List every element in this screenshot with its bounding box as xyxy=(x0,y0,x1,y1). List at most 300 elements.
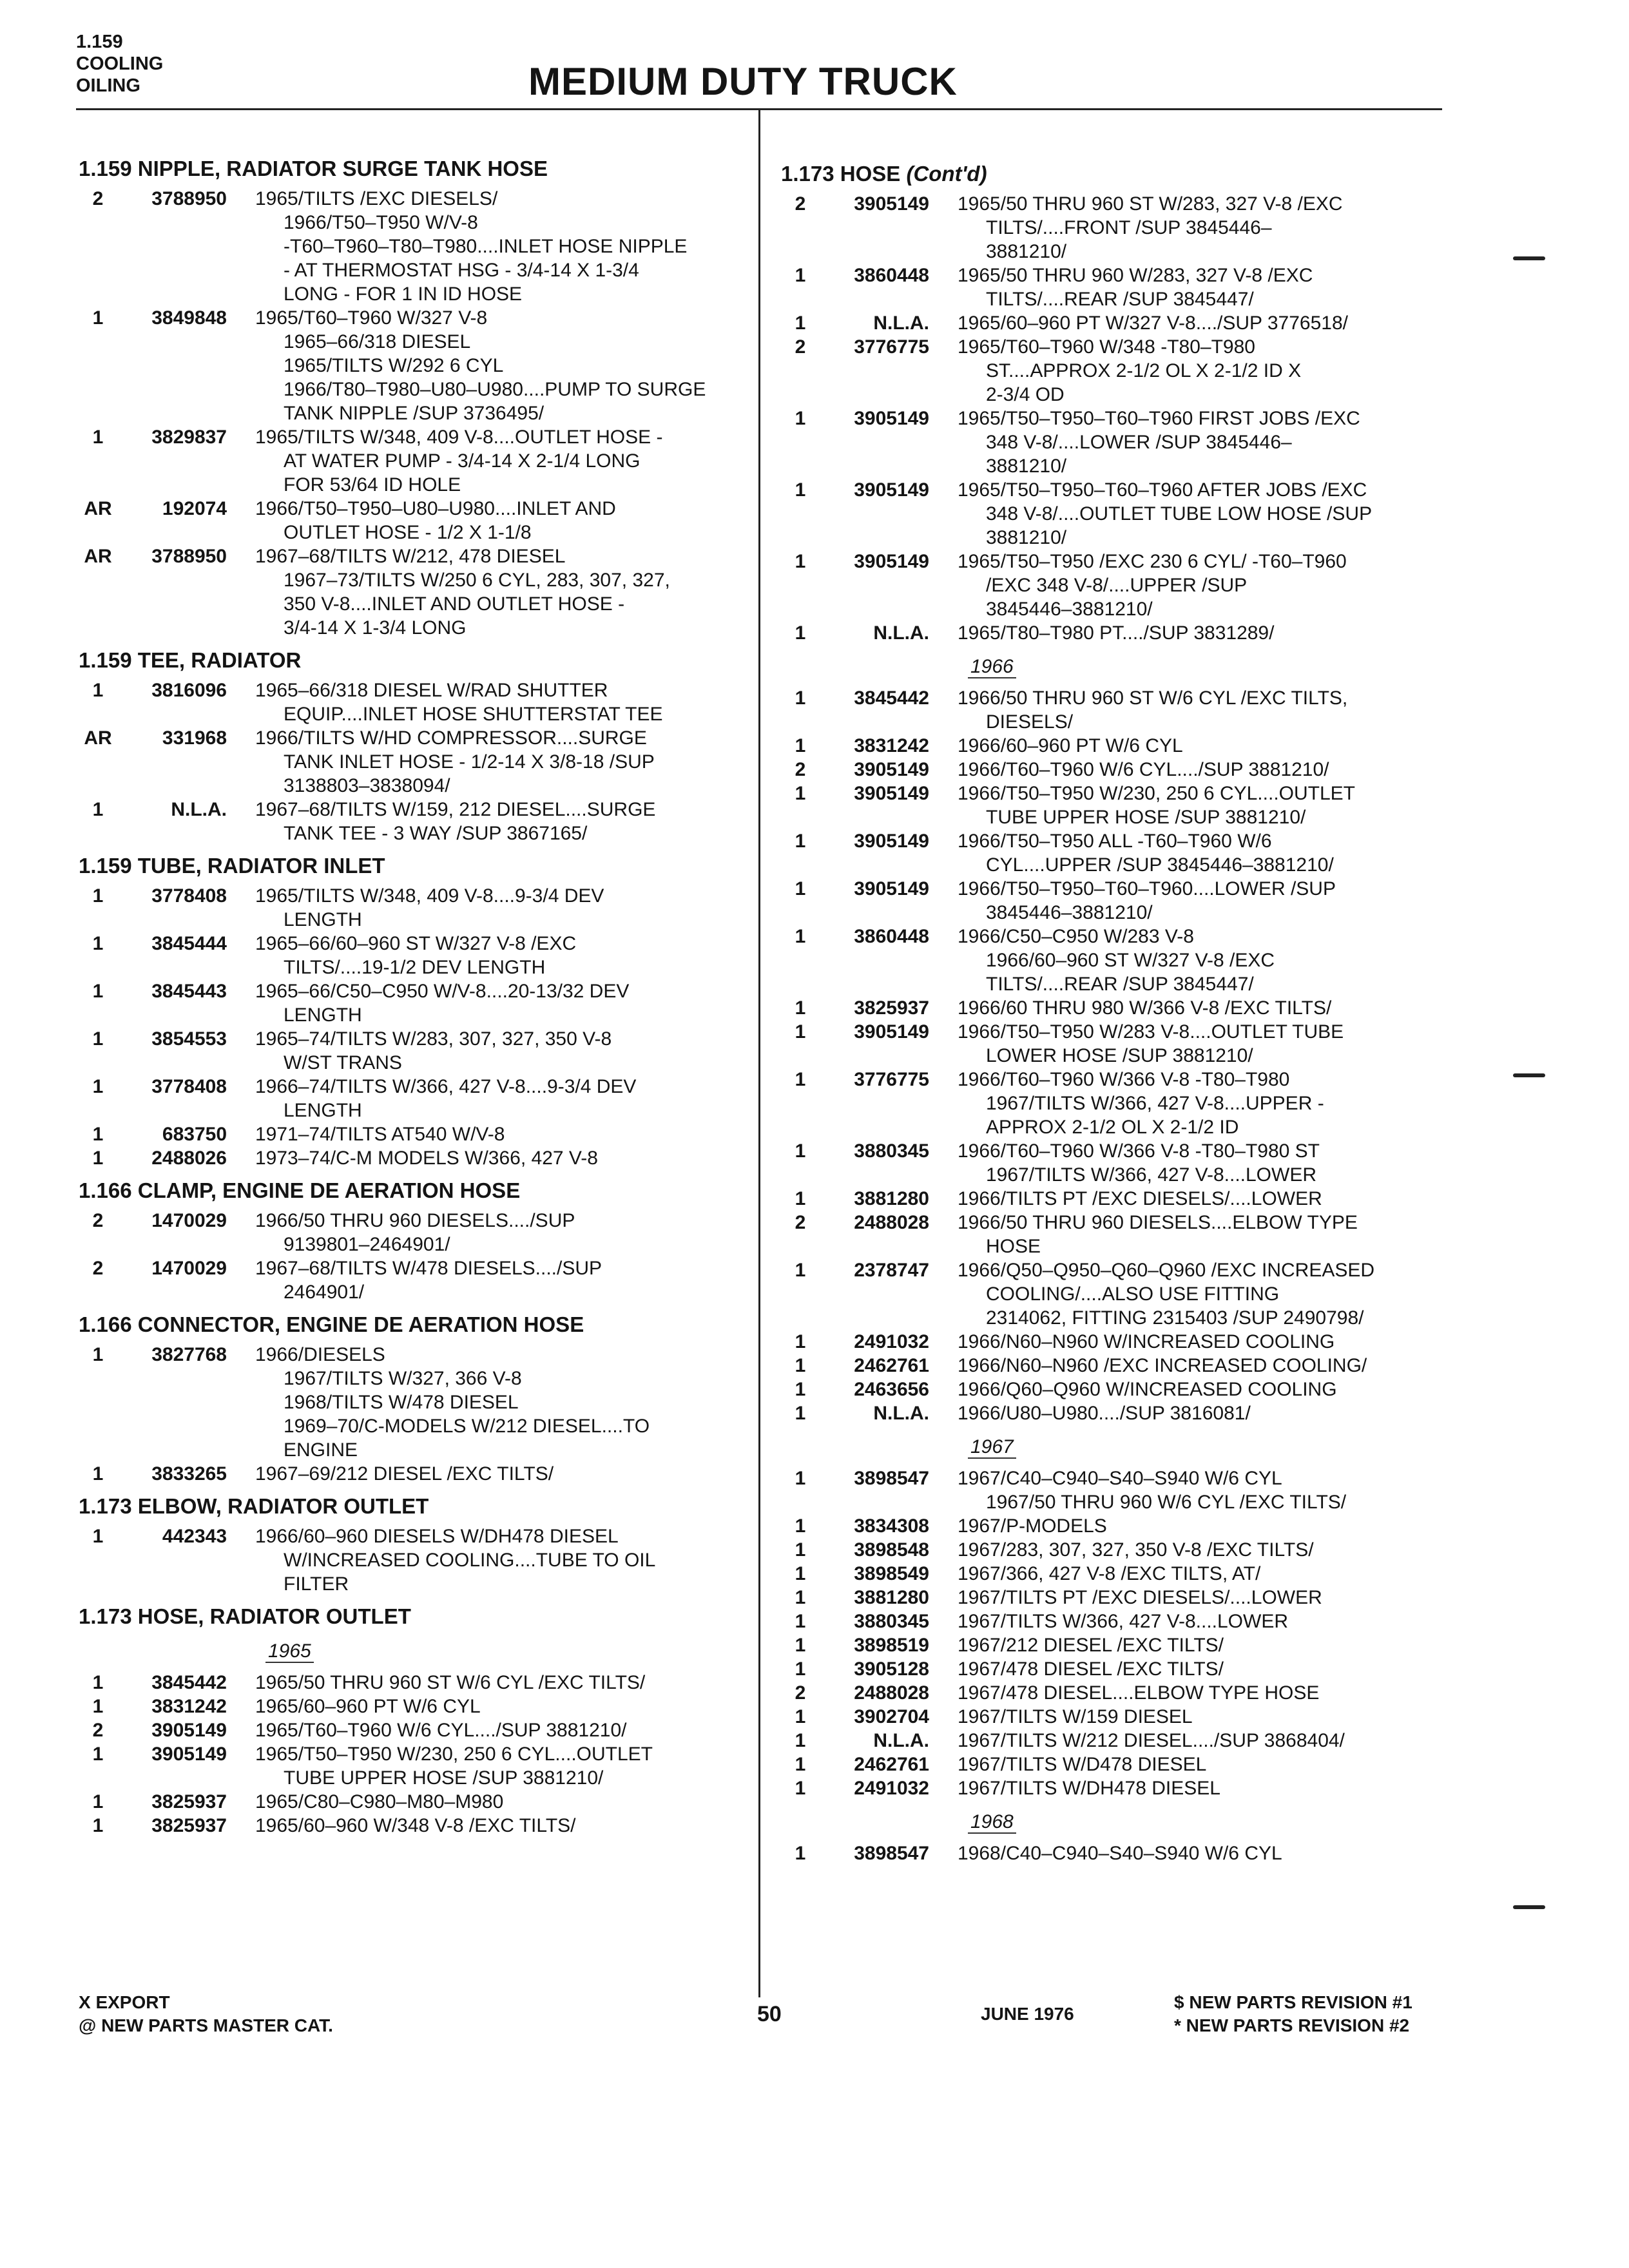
description-line: 3881210/ xyxy=(986,241,1067,262)
part-entry xyxy=(781,877,1477,925)
part-number: N.L.A. xyxy=(873,1403,929,1424)
section-title: 1.173 HOSE, RADIATOR OUTLET xyxy=(79,1604,411,1628)
part-description xyxy=(958,1610,1477,1633)
description-line: 350 V-8....INLET AND OUTLET HOSE - xyxy=(284,593,625,615)
description-line: 1965/T60–T960 W/348 -T80–T980 xyxy=(958,336,1255,358)
description-line: 3881210/ xyxy=(986,527,1067,548)
part-description xyxy=(958,1514,1477,1538)
quantity: 2 xyxy=(92,1258,104,1279)
description-line: 1965/50 THRU 960 ST W/283, 327 V-8 /EXC xyxy=(958,193,1343,215)
description-line: 1967/TILTS W/366, 427 V-8....LOWER xyxy=(986,1164,1317,1186)
year-label: 1965 xyxy=(265,1640,314,1663)
part-number: 3881280 xyxy=(854,1587,929,1608)
margin-mark-2 xyxy=(1513,1073,1545,1077)
part-entry xyxy=(781,1378,1477,1401)
part-number: 3831242 xyxy=(151,1696,227,1717)
description-line: 1965–74/TILTS W/283, 307, 327, 350 V-8 xyxy=(255,1028,612,1050)
description-line: 1968/TILTS W/478 DIESEL xyxy=(284,1392,519,1413)
description-line: 1966/TILTS PT /EXC DIESELS/....LOWER xyxy=(958,1188,1322,1209)
part-number: 3845443 xyxy=(151,981,227,1002)
part-number: 331968 xyxy=(162,727,227,749)
part-number: 3849848 xyxy=(151,307,227,329)
description-line: 3/4-14 X 1-3/4 LONG xyxy=(284,617,467,639)
part-entry xyxy=(79,798,775,845)
margin-mark-3 xyxy=(1513,1905,1545,1909)
quantity: 1 xyxy=(795,735,806,756)
description-line: COOLING/....ALSO USE FITTING xyxy=(986,1283,1280,1305)
description-line: 1965–66/318 DIESEL W/RAD SHUTTER xyxy=(255,680,608,701)
quantity: 1 xyxy=(795,1403,806,1424)
description-line: 2464901/ xyxy=(284,1282,365,1303)
description-line: 1973–74/C-M MODELS W/366, 427 V-8 xyxy=(255,1148,598,1169)
part-number: 3905149 xyxy=(854,1021,929,1043)
description-line: 2-3/4 OD xyxy=(986,384,1065,405)
right-column xyxy=(781,153,1477,1865)
description-line: 1967/TILTS W/D478 DIESEL xyxy=(958,1754,1207,1775)
quantity: 1 xyxy=(795,1069,806,1090)
part-description xyxy=(958,550,1477,621)
part-entry xyxy=(79,1718,775,1742)
section-title: 1.173 ELBOW, RADIATOR OUTLET xyxy=(79,1494,429,1518)
part-number: 3881280 xyxy=(854,1188,929,1209)
quantity: 1 xyxy=(795,1515,806,1537)
description-line: 348 V-8/....LOWER /SUP 3845446– xyxy=(986,432,1292,453)
part-description xyxy=(958,1378,1477,1401)
description-line: 1965/T50–T950–T60–T960 FIRST JOBS /EXC xyxy=(958,408,1360,429)
part-description xyxy=(958,1776,1477,1800)
quantity: 2 xyxy=(795,336,806,358)
quantity: 1 xyxy=(795,1611,806,1632)
part-entry xyxy=(781,1705,1477,1729)
part-entry xyxy=(781,264,1477,311)
description-line: FILTER xyxy=(284,1573,349,1595)
quantity: 2 xyxy=(92,1210,104,1231)
part-number: 3825937 xyxy=(151,1815,227,1836)
part-entry xyxy=(79,1695,775,1718)
part-number: 2462761 xyxy=(854,1355,929,1376)
part-description xyxy=(255,1462,775,1486)
quantity: 1 xyxy=(795,1730,806,1751)
part-entry xyxy=(781,1354,1477,1378)
quantity: 1 xyxy=(795,408,806,429)
description-line: 1966–74/TILTS W/366, 427 V-8....9-3/4 DEV xyxy=(255,1076,637,1097)
description-line: 1971–74/TILTS AT540 W/V-8 xyxy=(255,1124,505,1145)
part-number: 3776775 xyxy=(854,1069,929,1090)
part-number: 3905149 xyxy=(854,551,929,572)
part-entry xyxy=(79,1462,775,1486)
part-description xyxy=(255,187,775,306)
quantity: 1 xyxy=(92,1526,104,1547)
part-number: 2491032 xyxy=(854,1778,929,1799)
footer-export-note: X EXPORT xyxy=(79,1992,170,2012)
description-line: 3845446–3881210/ xyxy=(986,902,1153,923)
part-number: 3880345 xyxy=(854,1140,929,1162)
quantity: AR xyxy=(84,546,112,567)
part-number: 3827768 xyxy=(151,1344,227,1365)
part-description xyxy=(255,306,775,425)
part-number: 3778408 xyxy=(151,1076,227,1097)
right-section-contd: (Cont'd) xyxy=(906,162,987,186)
part-entry xyxy=(79,1027,775,1075)
part-number: 3905149 xyxy=(151,1744,227,1765)
description-line: 1965–66/60–960 ST W/327 V-8 /EXC xyxy=(255,933,577,954)
quantity: AR xyxy=(84,727,112,749)
part-entry xyxy=(79,1256,775,1304)
part-number: 2463656 xyxy=(854,1379,929,1400)
description-line: 1965/TILTS W/348, 409 V-8....9-3/4 DEV xyxy=(255,885,604,907)
part-entry xyxy=(79,1122,775,1146)
description-line: 1965/T60–T960 W/327 V-8 xyxy=(255,307,488,329)
year-heading xyxy=(79,1639,775,1664)
part-description xyxy=(958,335,1477,407)
part-description xyxy=(255,1146,775,1170)
description-line: 1967/212 DIESEL /EXC TILTS/ xyxy=(958,1635,1224,1656)
part-description xyxy=(255,544,775,640)
section-title: 1.159 NIPPLE, RADIATOR SURGE TANK HOSE xyxy=(79,157,548,180)
description-line: 1967/50 THRU 960 W/6 CYL /EXC TILTS/ xyxy=(986,1492,1347,1513)
part-entry xyxy=(79,1814,775,1838)
description-line: TILTS/....19-1/2 DEV LENGTH xyxy=(284,957,546,978)
part-description xyxy=(958,1681,1477,1705)
part-number: 3898549 xyxy=(854,1563,929,1584)
part-number: N.L.A. xyxy=(873,1730,929,1751)
part-entry xyxy=(781,758,1477,782)
part-entry xyxy=(781,829,1477,877)
footer-revision-1: $ NEW PARTS REVISION #1 xyxy=(1174,1992,1412,2012)
description-line: 1965/TILTS W/348, 409 V-8....OUTLET HOSE - xyxy=(255,427,663,448)
part-entry xyxy=(781,1657,1477,1681)
part-description xyxy=(255,497,775,544)
part-number: 3860448 xyxy=(854,265,929,286)
part-entry xyxy=(781,782,1477,829)
description-line: 1967–68/TILTS W/159, 212 DIESEL....SURGE xyxy=(255,799,656,820)
part-description xyxy=(255,1027,775,1075)
part-entry xyxy=(781,1211,1477,1258)
part-entry xyxy=(79,979,775,1027)
part-entry xyxy=(781,996,1477,1020)
part-number: 3902704 xyxy=(854,1706,929,1727)
footer-legend-right xyxy=(1174,1991,1412,2037)
description-line: 1965/T50–T950–T60–T960 AFTER JOBS /EXC xyxy=(958,479,1367,501)
part-number: 3816096 xyxy=(151,680,227,701)
quantity: 1 xyxy=(795,1754,806,1775)
description-line: TANK NIPPLE /SUP 3736495/ xyxy=(284,403,545,424)
description-line: 1967/478 DIESEL /EXC TILTS/ xyxy=(958,1658,1224,1680)
part-number: 3776775 xyxy=(854,336,929,358)
header-line-oiling: OILING xyxy=(76,75,140,96)
description-line: 1966/U80–U980..../SUP 3816081/ xyxy=(958,1403,1251,1424)
description-line: 1967–73/TILTS W/250 6 CYL, 283, 307, 327, xyxy=(284,570,670,591)
part-description xyxy=(255,726,775,798)
description-line: 1966/T60–T960 W/366 V-8 -T80–T980 xyxy=(958,1069,1290,1090)
quantity: 1 xyxy=(92,1696,104,1717)
quantity: 1 xyxy=(92,1744,104,1765)
description-line: LOWER HOSE /SUP 3881210/ xyxy=(986,1045,1253,1066)
part-description xyxy=(255,798,775,845)
quantity: 1 xyxy=(92,885,104,907)
part-description xyxy=(255,1695,775,1718)
part-description xyxy=(958,192,1477,264)
quantity: 2 xyxy=(92,188,104,209)
part-entry xyxy=(781,1020,1477,1068)
description-line: -T60–T960–T80–T980....INLET HOSE NIPPLE xyxy=(284,236,688,257)
footer-revision-2: * NEW PARTS REVISION #2 xyxy=(1174,2015,1410,2035)
year-label: 1966 xyxy=(968,656,1016,678)
quantity: 2 xyxy=(795,193,806,215)
part-entry xyxy=(781,311,1477,335)
quantity: 2 xyxy=(795,759,806,780)
part-entry xyxy=(79,1075,775,1122)
part-number: 2488028 xyxy=(854,1682,929,1704)
header-line-cooling: COOLING xyxy=(76,53,164,74)
quantity: 1 xyxy=(92,1028,104,1050)
part-description xyxy=(255,1122,775,1146)
description-line: 1966/N60–N960 /EXC INCREASED COOLING/ xyxy=(958,1355,1367,1376)
part-number: 3834308 xyxy=(854,1515,929,1537)
part-entry xyxy=(79,1343,775,1462)
quantity: 1 xyxy=(795,551,806,572)
part-entry xyxy=(79,932,775,979)
description-line: 9139801–2464901/ xyxy=(284,1234,450,1255)
description-line: 1966/50 THRU 960 DIESELS....ELBOW TYPE xyxy=(958,1212,1358,1233)
quantity: 2 xyxy=(92,1720,104,1741)
part-description xyxy=(255,1790,775,1814)
part-description xyxy=(958,1401,1477,1425)
part-entry xyxy=(79,884,775,932)
quantity: 1 xyxy=(92,1672,104,1693)
description-line: W/ST TRANS xyxy=(284,1052,402,1073)
quantity: 1 xyxy=(795,1379,806,1400)
quantity: 1 xyxy=(795,878,806,899)
quantity: 1 xyxy=(795,1843,806,1864)
quantity: 1 xyxy=(795,622,806,644)
part-number: 3854553 xyxy=(151,1028,227,1050)
description-line: FOR 53/64 ID HOLE xyxy=(284,474,461,495)
part-entry xyxy=(79,678,775,726)
part-description xyxy=(255,1742,775,1790)
part-entry xyxy=(781,925,1477,996)
description-line: 1966/N60–N960 W/INCREASED COOLING xyxy=(958,1331,1335,1352)
part-number: 3905149 xyxy=(854,408,929,429)
right-section-title-text: 1.173 HOSE xyxy=(781,162,901,186)
description-line: TANK TEE - 3 WAY /SUP 3867165/ xyxy=(284,823,588,844)
description-line: 1966/Q50–Q950–Q60–Q960 /EXC INCREASED xyxy=(958,1260,1375,1281)
part-description xyxy=(958,1258,1477,1330)
part-description xyxy=(958,1466,1477,1514)
year-label: 1967 xyxy=(968,1436,1016,1459)
part-number: 3898547 xyxy=(854,1468,929,1489)
description-line: LENGTH xyxy=(284,909,362,930)
quantity: 1 xyxy=(795,1539,806,1561)
part-entry xyxy=(781,1139,1477,1187)
description-line: LENGTH xyxy=(284,1100,362,1121)
part-entry xyxy=(79,306,775,425)
description-line: 1967/283, 307, 327, 350 V-8 /EXC TILTS/ xyxy=(958,1539,1314,1561)
description-line: 3881210/ xyxy=(986,456,1067,477)
description-line: 1967/478 DIESEL....ELBOW TYPE HOSE xyxy=(958,1682,1320,1704)
part-description xyxy=(255,1718,775,1742)
quantity: 1 xyxy=(795,783,806,804)
quantity: 2 xyxy=(795,1682,806,1704)
quantity: 1 xyxy=(92,427,104,448)
part-entry xyxy=(781,1753,1477,1776)
description-line: 1966/60–960 PT W/6 CYL xyxy=(958,735,1183,756)
part-entry xyxy=(79,1790,775,1814)
description-line: 1967/TILTS PT /EXC DIESELS/....LOWER xyxy=(958,1587,1322,1608)
part-number: 3825937 xyxy=(151,1791,227,1812)
description-line: 1965/TILTS W/292 6 CYL xyxy=(284,355,504,376)
description-line: 1969–70/C-MODELS W/212 DIESEL....TO xyxy=(284,1416,650,1437)
description-line: 1966/50 THRU 960 ST W/6 CYL /EXC TILTS, xyxy=(958,687,1348,709)
part-description xyxy=(958,1187,1477,1211)
description-line: EQUIP....INLET HOSE SHUTTERSTAT TEE xyxy=(284,704,663,725)
quantity: 1 xyxy=(795,1587,806,1608)
part-number: 3831242 xyxy=(854,735,929,756)
part-description xyxy=(958,478,1477,550)
part-number: N.L.A. xyxy=(873,312,929,334)
description-line: 1966/Q60–Q960 W/INCREASED COOLING xyxy=(958,1379,1337,1400)
quantity: 1 xyxy=(795,1635,806,1656)
part-description xyxy=(958,686,1477,734)
part-number: 3898548 xyxy=(854,1539,929,1561)
quantity: 1 xyxy=(795,1188,806,1209)
section-title: 1.159 TEE, RADIATOR xyxy=(79,648,302,672)
description-line: 1966/T50–T950–T60–T960....LOWER /SUP xyxy=(958,878,1336,899)
part-description xyxy=(255,1524,775,1596)
description-line: 1967–68/TILTS W/212, 478 DIESEL xyxy=(255,546,566,567)
part-entry xyxy=(781,1729,1477,1753)
part-entry xyxy=(781,335,1477,407)
part-description xyxy=(255,1075,775,1122)
part-description xyxy=(958,1211,1477,1258)
part-number: 3860448 xyxy=(854,926,929,947)
part-entry xyxy=(79,1146,775,1170)
description-line: 1965–66/318 DIESEL xyxy=(284,331,471,352)
description-line: 1965/60–960 PT W/6 CYL xyxy=(255,1696,481,1717)
part-entry xyxy=(781,550,1477,621)
part-number: 683750 xyxy=(162,1124,227,1145)
margin-mark-1 xyxy=(1513,256,1545,260)
part-number: 3905149 xyxy=(854,831,929,852)
description-line: 1968/C40–C940–S40–S940 W/6 CYL xyxy=(958,1843,1282,1864)
description-line: TILTS/....REAR /SUP 3845447/ xyxy=(986,974,1254,995)
description-line: 1967/TILTS W/327, 366 V-8 xyxy=(284,1368,522,1389)
part-number: 3845442 xyxy=(854,687,929,709)
part-number: 3898547 xyxy=(854,1843,929,1864)
part-entry xyxy=(79,187,775,306)
part-entry xyxy=(781,1633,1477,1657)
part-number: 3829837 xyxy=(151,427,227,448)
header-section-labels xyxy=(76,31,163,97)
part-description xyxy=(255,678,775,726)
part-description xyxy=(958,1633,1477,1657)
description-line: DIESELS/ xyxy=(986,711,1074,733)
part-description xyxy=(958,621,1477,645)
part-description xyxy=(958,1753,1477,1776)
right-section-title xyxy=(781,161,1477,187)
part-number: 2491032 xyxy=(854,1331,929,1352)
description-line: 2314062, FITTING 2315403 /SUP 2490798/ xyxy=(986,1307,1364,1329)
description-line: 1966/T50–T950 W/V-8 xyxy=(284,212,478,233)
description-line: 1965/50 THRU 960 ST W/6 CYL /EXC TILTS/ xyxy=(255,1672,646,1693)
part-entry xyxy=(79,497,775,544)
part-description xyxy=(958,829,1477,877)
quantity: 1 xyxy=(795,926,806,947)
part-description xyxy=(958,1729,1477,1753)
description-line: ENGINE xyxy=(284,1439,358,1461)
quantity: AR xyxy=(84,498,112,519)
description-line: TUBE UPPER HOSE /SUP 3881210/ xyxy=(986,807,1306,828)
quantity: 1 xyxy=(92,1148,104,1169)
description-line: LENGTH xyxy=(284,1004,362,1026)
quantity: 1 xyxy=(92,1124,104,1145)
part-number: 3845442 xyxy=(151,1672,227,1693)
part-description xyxy=(255,884,775,932)
page-title: MEDIUM DUTY TRUCK xyxy=(528,60,958,103)
part-number: 3905149 xyxy=(854,479,929,501)
description-line: 1965–66/C50–C950 W/V-8....20-13/32 DEV xyxy=(255,981,630,1002)
part-description xyxy=(958,1020,1477,1068)
description-line: 1965/T60–T960 W/6 CYL..../SUP 3881210/ xyxy=(255,1720,627,1741)
description-line: 1967–68/TILTS W/478 DIESELS..../SUP xyxy=(255,1258,602,1279)
part-description xyxy=(958,877,1477,925)
description-line: 1965/C80–C980–M80–M980 xyxy=(255,1791,504,1812)
part-number: 3880345 xyxy=(854,1611,929,1632)
quantity: 1 xyxy=(795,479,806,501)
quantity: 1 xyxy=(92,981,104,1002)
footer-master-cat-note: @ NEW PARTS MASTER CAT. xyxy=(79,2015,333,2035)
part-description xyxy=(958,1538,1477,1562)
quantity: 1 xyxy=(92,1815,104,1836)
quantity: 1 xyxy=(795,1706,806,1727)
description-line: 1965/TILTS /EXC DIESELS/ xyxy=(255,188,498,209)
part-description xyxy=(958,782,1477,829)
part-entry xyxy=(79,1524,775,1596)
part-entry xyxy=(781,1401,1477,1425)
description-line: W/INCREASED COOLING....TUBE TO OIL xyxy=(284,1550,656,1571)
part-description xyxy=(255,1671,775,1695)
footer-date: JUNE 1976 xyxy=(981,2004,1074,2024)
quantity: 1 xyxy=(92,1463,104,1485)
part-entry xyxy=(781,686,1477,734)
part-description xyxy=(255,1343,775,1462)
description-line: 1966/60–960 ST W/327 V-8 /EXC xyxy=(986,950,1275,971)
quantity: 1 xyxy=(92,799,104,820)
part-description xyxy=(958,264,1477,311)
part-entry xyxy=(79,1209,775,1256)
part-entry xyxy=(79,425,775,497)
header-section-number: 1.159 xyxy=(76,32,123,52)
quantity: 1 xyxy=(795,265,806,286)
quantity: 1 xyxy=(795,1355,806,1376)
part-description xyxy=(958,996,1477,1020)
description-line: 1965/T50–T950 W/230, 250 6 CYL....OUTLET xyxy=(255,1744,653,1765)
part-entry xyxy=(781,1330,1477,1354)
part-number: 3905149 xyxy=(854,783,929,804)
description-line: 1967/C40–C940–S40–S940 W/6 CYL xyxy=(958,1468,1282,1489)
description-line: 1966/60 THRU 980 W/366 V-8 /EXC TILTS/ xyxy=(958,997,1332,1019)
part-description xyxy=(958,1562,1477,1586)
description-line: CYL....UPPER /SUP 3845446–3881210/ xyxy=(986,854,1334,876)
description-line: 1966/T50–T950–U80–U980....INLET AND xyxy=(255,498,616,519)
description-line: 1966/50 THRU 960 DIESELS..../SUP xyxy=(255,1210,575,1231)
description-line: 1967/TILTS W/366, 427 V-8....UPPER - xyxy=(986,1093,1324,1114)
part-number: 3778408 xyxy=(151,885,227,907)
part-entry xyxy=(781,734,1477,758)
quantity: 1 xyxy=(795,1658,806,1680)
part-entry xyxy=(781,1187,1477,1211)
description-line: 1965/50 THRU 960 W/283, 327 V-8 /EXC xyxy=(958,265,1313,286)
